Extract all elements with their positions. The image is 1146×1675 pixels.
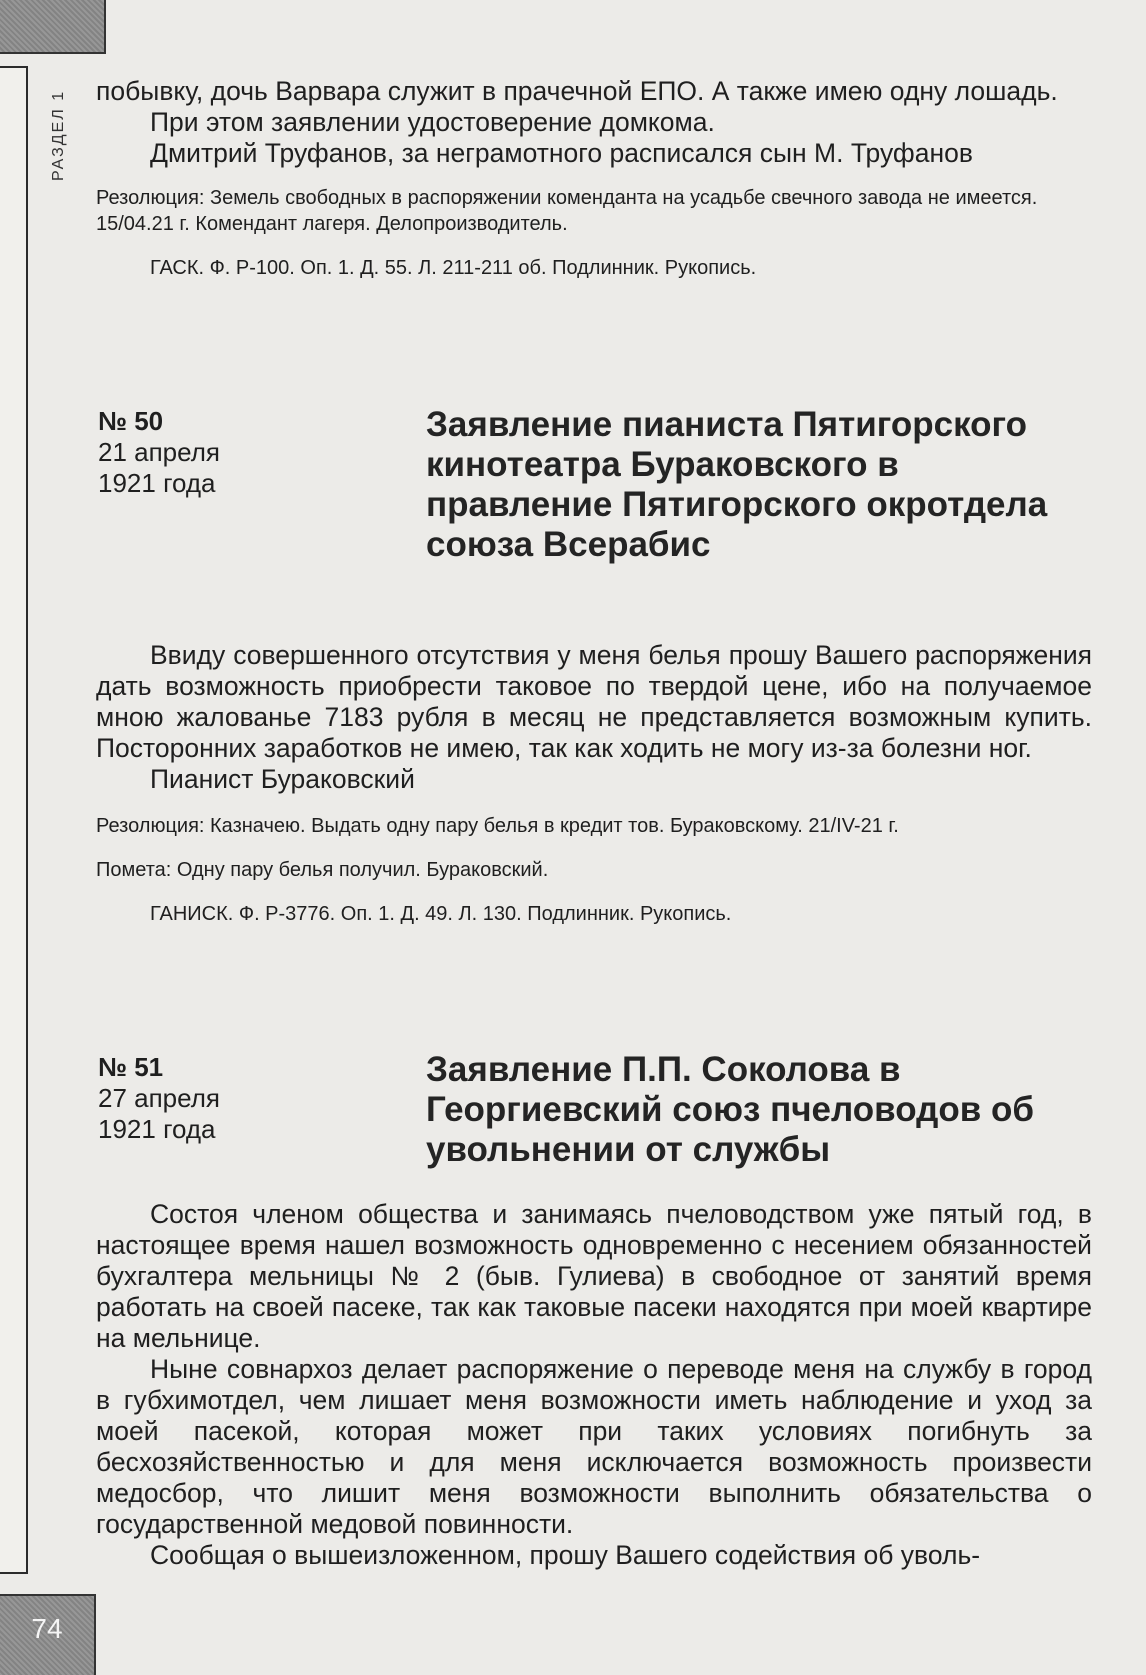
- doc51-body-1: Состоя членом общества и занимаясь пчеловодством уже пятый год, в настоящее время нашел возможность одновременно с несением обязанностей бухгалтера мельницы № 2 (быв. Гулиева) в свободное от занятий время работать на своей пасеке, так как таковые пасеки находятся при моей квартире на мельнице.: [96, 1199, 1092, 1353]
- doc50-number: № 50: [98, 406, 164, 436]
- prev-doc-paragraph: побывку, дочь Варвара служит в прачечной ЕПО. А также имею одну лошадь.: [96, 76, 1058, 106]
- prev-doc-archive: ГАСК. Ф. Р-100. Оп. 1. Д. 55. Л. 211-211 об. Подлинник. Рукопись.: [150, 257, 757, 279]
- doc51-text: [96, 1199, 1092, 1571]
- side-frame: [0, 66, 28, 1574]
- prev-doc-resolution: Резолюция: Земель свободных в распоряжении коменданта на усадьбе свечного завода не имеется. 15/04.21 г. Комендант лагеря. Делопроизводитель.: [96, 187, 1038, 235]
- doc50-meta: [98, 406, 220, 499]
- doc50-text: [96, 640, 1092, 927]
- prev-doc-signature: Дмитрий Труфанов, за неграмотного расписался сын М. Труфанов: [150, 138, 973, 168]
- doc51-date-day: 27 апреля: [98, 1083, 220, 1113]
- doc50-signature: Пианист Бураковский: [150, 764, 415, 794]
- doc50-body: Ввиду совершенного отсутствия у меня белья прошу Вашего распоряжения дать возможность приобрести таковое по твердой цене, ибо на получаемое мною жалованье 7183 рубля в месяц не представляется возможным купить. Посторонних заработков не имею, так как ходить не могу из-за болезни ног.: [96, 640, 1092, 763]
- doc51-number: № 51: [98, 1052, 164, 1082]
- doc51-body-3: Сообщая о вышеизложенном, прошу Вашего содействия об уволь-: [150, 1540, 981, 1570]
- doc51-meta: [98, 1052, 220, 1145]
- prev-doc-attachment: При этом заявлении удостоверение домкома.: [150, 107, 715, 137]
- doc51-body-2: Ныне совнархоз делает распоряжение о переводе меня на службу в город в губхимотдел, чем лишает меня возможности иметь наблюдение и уход за моей пасекой, которая может при таких условиях погибнуть за бесхозяйственностью и для меня исключается возможность произвести медосбор, что лишит меня возможности выполнить обязательства о государственной медовой повинности.: [96, 1354, 1092, 1539]
- doc50-title: Заявление пианиста Пятигорского кинотеатра Бураковского в правление Пятигорского окротдела союза Всерабис: [426, 405, 1048, 564]
- section-label: РАЗДЕЛ 1: [50, 89, 67, 181]
- doc50-date-year: 1921 года: [98, 468, 216, 498]
- doc51-date-year: 1921 года: [98, 1114, 216, 1144]
- doc50-archive: ГАНИСК. Ф. Р-3776. Оп. 1. Д. 49. Л. 130. Подлинник. Рукопись.: [150, 903, 732, 925]
- prev-doc: [96, 76, 1092, 281]
- doc50-resolution: Резолюция: Казначею. Выдать одну пару белья в кредит тов. Бураковскому. 21/IV-21 г.: [96, 815, 899, 837]
- doc50-date-day: 21 апреля: [98, 437, 220, 467]
- page-number: 74: [0, 1594, 96, 1675]
- doc50-note: Помета: Одну пару белья получил. Бураковский.: [96, 859, 549, 881]
- doc51-title: Заявление П.П. Соколова в Георгиевский союз пчеловодов об увольнении от службы: [426, 1050, 1034, 1169]
- corner-decoration: [0, 0, 106, 54]
